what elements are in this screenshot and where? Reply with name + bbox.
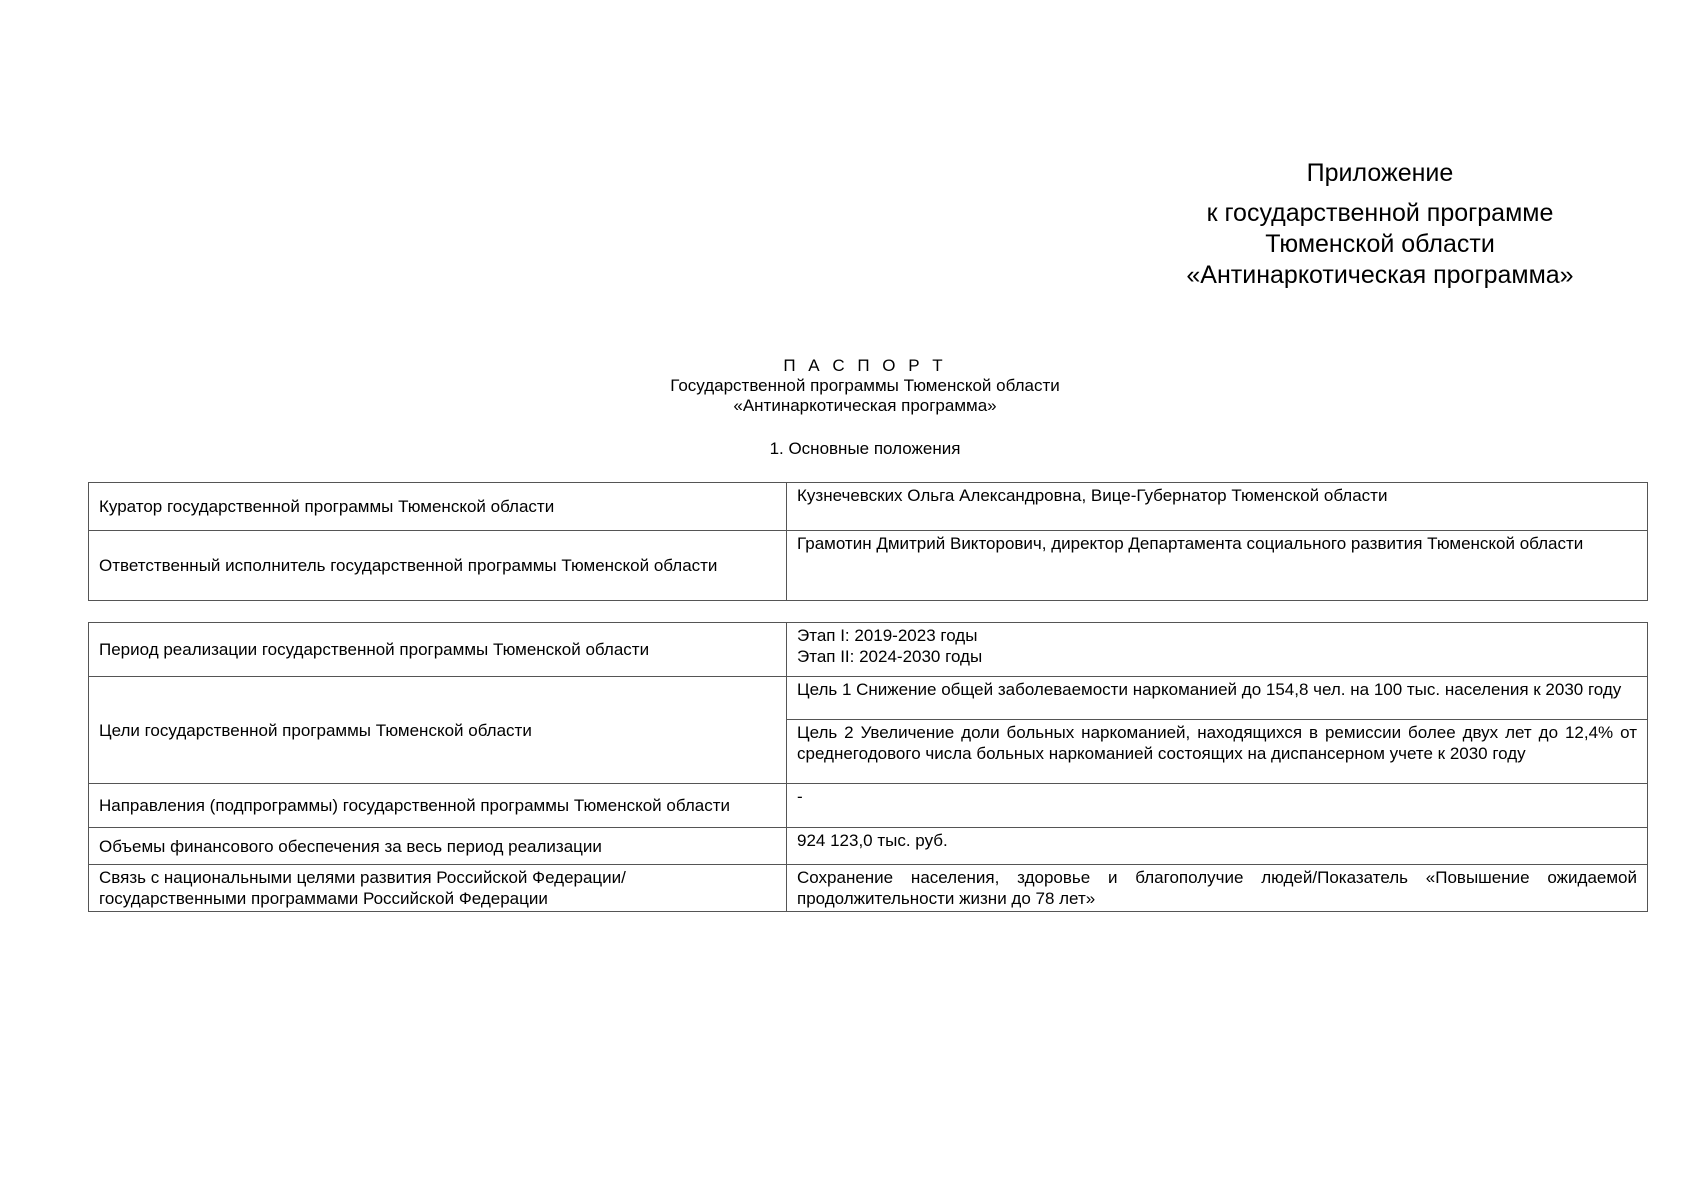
- goal-2-value: Цель 2 Увеличение доли больных наркоманией, находящихся в ремиссии более двух лет до 12,4% от среднегодового числа больных наркоманией состоящих на диспансерном учете к 2030 году: [787, 720, 1648, 784]
- passport-subtitle-1: Государственной программы Тюменской области: [670, 376, 1060, 395]
- passport-table-responsible: [88, 482, 1648, 601]
- appendix-line-2: Тюменской области: [1265, 230, 1495, 258]
- funding-label: Объемы финансового обеспечения за весь период реализации: [89, 828, 787, 865]
- passport-title: П А С П О Р Т: [783, 356, 947, 375]
- appendix-title: Приложение: [1306, 159, 1454, 187]
- table-row-funding: [89, 828, 1648, 865]
- appendix-header: [1170, 158, 1590, 291]
- period-stage-2: Этап II: 2024-2030 годы: [797, 647, 983, 666]
- period-stage-1: Этап I: 2019-2023 годы: [797, 626, 978, 645]
- table-row-directions: [89, 784, 1648, 828]
- appendix-line-3: «Антинаркотическая программа»: [1186, 261, 1574, 289]
- curator-label: Куратор государственной программы Тюменской области: [89, 483, 787, 531]
- table-row-national-goals: [89, 865, 1648, 912]
- directions-value: -: [787, 784, 1648, 828]
- national-goals-label: Связь с национальными целями развития Российской Федерации/ государственными программами Российской Федерации: [89, 865, 787, 912]
- national-goals-value: Сохранение населения, здоровье и благополучие людей/Показатель «Повышение ожидаемой продолжительности жизни до 78 лет»: [787, 865, 1648, 912]
- section-title: 1. Основные положения: [769, 439, 961, 458]
- period-label: Период реализации государственной программы Тюменской области: [89, 623, 787, 677]
- table-row-executor: [89, 531, 1648, 601]
- funding-value: 924 123,0 тыс. руб.: [787, 828, 1648, 865]
- executor-value: Грамотин Дмитрий Викторович, директор Департамента социального развития Тюменской области: [787, 531, 1648, 601]
- goal-1-value: Цель 1 Снижение общей заболеваемости наркоманией до 154,8 чел. на 100 тыс. населения к 2030 году: [787, 677, 1648, 720]
- period-value: [787, 623, 1648, 677]
- goals-label: Цели государственной программы Тюменской области: [89, 677, 787, 784]
- curator-value: Кузнечевских Ольга Александровна, Вице-Губернатор Тюменской области: [787, 483, 1648, 531]
- passport-subtitle-2: «Антинаркотическая программа»: [733, 396, 997, 415]
- table-row-curator: [89, 483, 1648, 531]
- directions-label: Направления (подпрограммы) государственной программы Тюменской области: [89, 784, 787, 828]
- passport-table-main: [88, 622, 1648, 912]
- table-row-goal-1: [89, 677, 1648, 720]
- executor-label: Ответственный исполнитель государственной программы Тюменской области: [89, 531, 787, 601]
- appendix-line-1: к государственной программе: [1206, 199, 1554, 227]
- passport-heading: [0, 356, 1697, 416]
- table-row-period: [89, 623, 1648, 677]
